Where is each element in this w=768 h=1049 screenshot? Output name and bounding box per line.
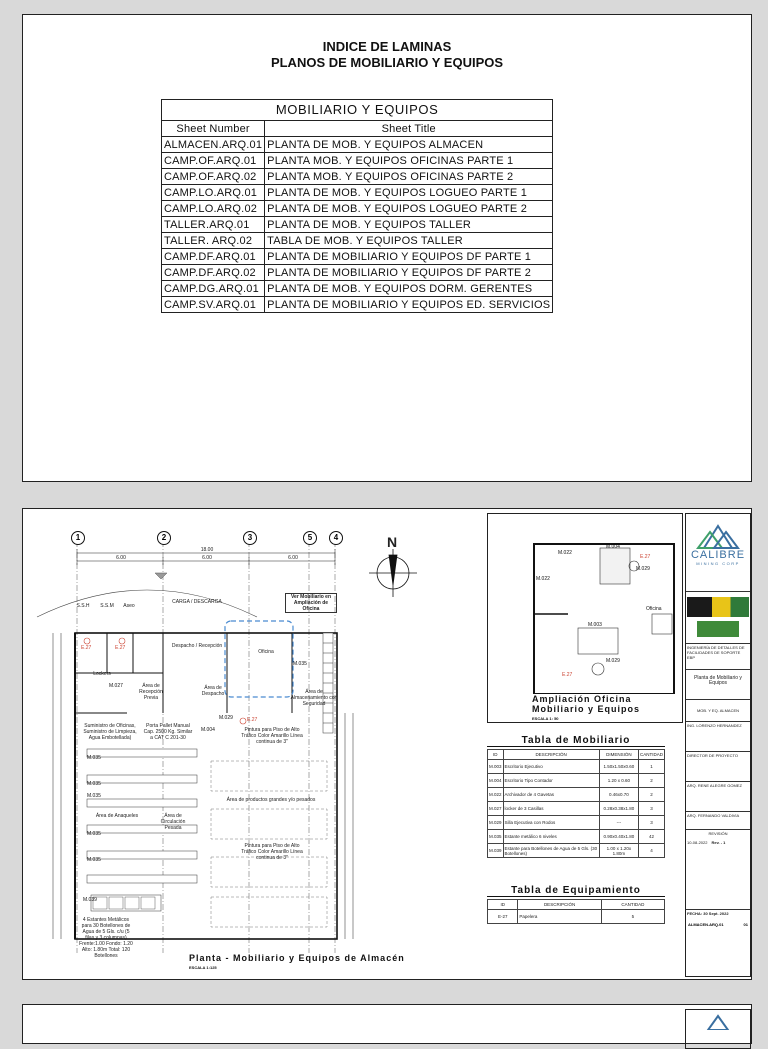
table-cell: E-27: [488, 910, 518, 924]
table-row: [162, 281, 553, 297]
table-cell: 5: [601, 910, 664, 924]
tag-e27-2: E.27: [115, 645, 126, 651]
detail-title-2: Mobiliario y Equipos: [532, 704, 641, 714]
dim-span-3: 6.00: [288, 555, 298, 561]
col-header-sheet-number: Sheet Number: [162, 121, 265, 137]
detail-office: [487, 513, 683, 723]
table-row: [488, 844, 665, 858]
equipamiento-table-title: Tabla de Equipamiento: [487, 885, 665, 897]
sheet-id: ALMACEN.ARQ.01: [688, 922, 724, 927]
sheet-id-row: [686, 922, 750, 927]
dim-span-1: 6.00: [116, 555, 126, 561]
detail-drawing: [488, 514, 684, 694]
table-row: [488, 816, 665, 830]
mobiliario-table-title: Tabla de Mobiliario: [487, 735, 665, 747]
column-header: ID: [488, 900, 518, 910]
tag-m027: M.027: [109, 683, 123, 689]
table-cell: 1.20 x 0.60: [599, 774, 638, 788]
name-4: ARQ. FERNANDO VALDIVIA: [686, 812, 750, 830]
next-sheet-partial: [22, 1004, 752, 1044]
revision-date: 10-08-2022: [687, 840, 708, 845]
detail-tag-m029-1: M.029: [636, 566, 650, 572]
table-row: [488, 802, 665, 816]
sheet-number-cell: TALLER. ARQ.02: [162, 233, 265, 249]
table-cell: 1.00 x 1.20x 1.80m: [599, 844, 638, 858]
table-cell: 1.50x1.50x0.60: [599, 760, 638, 774]
table-cell: ---: [599, 816, 638, 830]
table-cell: 42: [638, 830, 664, 844]
table-cell: 0.46x0.70: [599, 788, 638, 802]
client-logo: [686, 514, 750, 592]
table-cell: Silla Ejecutiva con Rodos: [503, 816, 599, 830]
name-3: ARQ. RENE ALEGRE GOMEZ: [686, 782, 750, 812]
table-row: [162, 265, 553, 281]
table-row: [162, 297, 553, 313]
equipamiento-table-panel: [487, 885, 665, 935]
table-cell: 2: [638, 774, 664, 788]
tag-m035-5: M.035: [87, 857, 101, 863]
label-ver-mobiliario: Ver Mobiliario en Ampliación de Oficina: [285, 593, 337, 613]
table-cell: 2: [638, 788, 664, 802]
grid-bubble-2: 2: [157, 531, 171, 545]
label-almacen-seguridad: Área de Almacenamiento con Seguridad: [290, 689, 338, 707]
sheet-title-cell: TABLA DE MOB. Y EQUIPOS TALLER: [265, 233, 553, 249]
tag-m035-4: M.035: [87, 831, 101, 837]
index-subtitle: PLANOS DE MOBILIARIO Y EQUIPOS: [270, 55, 504, 70]
label-anaqueles: Área de Anaqueles: [95, 813, 139, 819]
floor-plan-drawing: [27, 513, 483, 977]
label-oficina: Oficina: [258, 649, 274, 655]
next-sheet-title-block: [685, 1009, 751, 1049]
sheet-title-cell: PLANTA DE MOB. Y EQUIPOS ALMACEN: [265, 137, 553, 153]
logo-main: CALIBRE: [690, 549, 746, 561]
floor-plan: [27, 513, 483, 977]
sheet-number-cell: CAMP.OF.ARQ.01: [162, 153, 265, 169]
detail-tag-e27-2: E.27: [562, 672, 573, 678]
equipamiento-table: [487, 899, 665, 924]
table-row: [488, 788, 665, 802]
sheet-title-cell: PLANTA DE MOBILIARIO Y EQUIPOS DF PARTE 2: [265, 265, 553, 281]
label-circulacion: Área de Circulación Pesada: [160, 813, 186, 831]
sheet-number: 01: [743, 922, 748, 927]
sheet-title-cell: PLANTA DE MOB. Y EQUIPOS DORM. GERENTES: [265, 281, 553, 297]
table-cell: Estante metálico 6 niveles: [503, 830, 599, 844]
sheet-title-cell: PLANTA MOB. Y EQUIPOS OFICINAS PARTE 1: [265, 153, 553, 169]
detail-tag-e27-1: E.27: [640, 554, 651, 560]
mobiliario-table: [487, 749, 665, 858]
column-header: DESCRIPCIÓN: [518, 900, 601, 910]
sheet-title-cell: PLANTA DE MOBILIARIO Y EQUIPOS ED. SERVICIOS: [265, 297, 553, 313]
table-row: [488, 774, 665, 788]
label-lockers: Lockers: [93, 671, 111, 677]
tag-m035-6: M.035: [293, 661, 307, 667]
table-cell: locker de 3 Casillas: [503, 802, 599, 816]
revision-block: [686, 830, 750, 910]
sheet-number-cell: CAMP.DF.ARQ.01: [162, 249, 265, 265]
mountain-logo-icon: [688, 522, 748, 550]
table-row: [162, 169, 553, 185]
sheet-title-cell: PLANTA DE MOBILIARIO Y EQUIPOS DF PARTE 1: [265, 249, 553, 265]
name-1: ING. LORENZO HERNANDEZ: [686, 722, 750, 752]
column-header: ID: [488, 750, 504, 760]
table-row: [162, 185, 553, 201]
column-header: DESCRIPCIÓN: [503, 750, 599, 760]
sheet-title-cell: PLANTA DE MOB. Y EQUIPOS TALLER: [265, 217, 553, 233]
label-productos-grandes: Área de productos grandes y/o pesados: [226, 797, 316, 803]
sheet-title-cell: PLANTA DE MOB. Y EQUIPOS LOGUEO PARTE 1: [265, 185, 553, 201]
label-pintura-1: Pintura para Piso de Alto Tráfico Color Amarillo Línea continua de 3": [241, 727, 303, 745]
tag-e27-1: E.27: [81, 645, 92, 651]
revision-label: REVISIÓN: [708, 831, 728, 836]
contractor-logo-1: [687, 597, 749, 617]
table-cell: Escritorio Ejecutivo: [503, 760, 599, 774]
tag-m029: M.029: [219, 715, 233, 721]
index-sheet: [22, 14, 752, 482]
mobiliario-table-panel: [487, 735, 665, 855]
label-estantes-agua: 4 Estantes Metálicos para 30 Botellones de Agua de 5 Gls. c/u (5 filas y 3 columnas) Frente:1.00 Fondo: 1.20 Alto: 1.80m Total: 120 Botellones: [79, 917, 133, 959]
table-cell: M.022: [488, 788, 504, 802]
column-header: CANTIDAD: [638, 750, 664, 760]
label-ssh: S.S.H: [76, 603, 90, 609]
column-header: CANTIDAD: [601, 900, 664, 910]
table-row: [488, 910, 665, 924]
name-2: DIRECTOR DE PROYECTO: [686, 752, 750, 782]
table-cell: 0.90x0.40x1.80: [599, 830, 638, 844]
label-aseo: Aseo: [123, 603, 135, 609]
table-row: [162, 137, 553, 153]
sheet-number-cell: CAMP.DF.ARQ.02: [162, 265, 265, 281]
north-label: N: [387, 534, 398, 550]
label-despacho: Despacho / Recepción: [171, 643, 223, 649]
table-row: [488, 830, 665, 844]
tag-m039: M.039: [83, 897, 97, 903]
sheet-title-cell: PLANTA DE MOB. Y EQUIPOS LOGUEO PARTE 2: [265, 201, 553, 217]
tag-m035-2: M.035: [87, 781, 101, 787]
dim-overall: 18.00: [200, 547, 214, 553]
detail-scale: ESCALA 1: 50: [532, 716, 559, 721]
sheet-number-cell: CAMP.SV.ARQ.01: [162, 297, 265, 313]
table-row: [162, 249, 553, 265]
grid-bubble-1: 1: [71, 531, 85, 545]
detail-tag-m029-2: M.029: [606, 658, 620, 664]
detail-tag-m022-1: M.022: [558, 550, 572, 556]
sheet-number-cell: ALMACEN.ARQ.01: [162, 137, 265, 153]
label-area-recepcion: Área de Recepción Previa: [139, 683, 163, 701]
sheet-index-table: [161, 99, 553, 313]
grid-bubble-4: 4: [329, 531, 343, 545]
detail-label-oficina: Oficina: [646, 606, 662, 612]
table-cell: 0.28x0.38x1.80: [599, 802, 638, 816]
contractor-logo-2: [697, 621, 739, 637]
project-name: INGENIERÍA DE DETALLES DE FACILIDADES DE SOPORTE EBP: [686, 644, 750, 670]
sheet-title: Planta de Mobiliario y Equipos: [686, 670, 750, 700]
dim-span-2: 6.00: [202, 555, 212, 561]
tag-m004: M.004: [201, 727, 215, 733]
table-cell: M.003: [488, 760, 504, 774]
label-area-despacho: Área de Despacho: [201, 685, 225, 697]
revision-number: Rev. - 1: [711, 840, 726, 845]
sheet-number-cell: CAMP.OF.ARQ.02: [162, 169, 265, 185]
tag-m035-3: M.035: [87, 793, 101, 799]
table-cell: M.004: [488, 774, 504, 788]
grid-bubble-5: 5: [303, 531, 317, 545]
column-header: DIMENSIÓN: [599, 750, 638, 760]
table-cell: 1: [638, 760, 664, 774]
table-cell: Estante para Botellones de Agua de 5 Gls. (30 Botellones): [503, 844, 599, 858]
col-header-sheet-title: Sheet Title: [265, 121, 553, 137]
tag-e27-3: E.27: [247, 717, 258, 723]
label-porta-pallet: Porta Pallet Manual Cap. 2500 Kg. Similar a CAT C 201-30: [143, 723, 193, 741]
table-cell: 3: [638, 816, 664, 830]
label-carga: CARGA / DESCARGA: [172, 599, 222, 605]
table-caption: MOBILIARIO Y EQUIPOS: [162, 100, 553, 121]
plan-sheet: [22, 508, 752, 980]
date-label: FECHA: 30 Sept. 2022: [687, 911, 729, 916]
contractor-logos: [686, 592, 750, 644]
tag-m035-1: M.035: [87, 755, 101, 761]
table-cell: Archivador de 4 Gavetas: [503, 788, 599, 802]
table-cell: M.039: [488, 844, 504, 858]
sheet-number-cell: TALLER.ARQ.01: [162, 217, 265, 233]
table-cell: Papelera: [518, 910, 601, 924]
table-row: [162, 153, 553, 169]
table-cell: M.027: [488, 802, 504, 816]
table-row: [162, 217, 553, 233]
sheet-number-cell: CAMP.LO.ARQ.01: [162, 185, 265, 201]
table-row: [162, 201, 553, 217]
label-pintura-2: Pintura para Piso de Alto Tráfico Color Amarillo Línea continua de 3": [241, 843, 303, 861]
mountain-logo-icon: [688, 1014, 748, 1030]
sheet-number-cell: CAMP.DG.ARQ.01: [162, 281, 265, 297]
sheet-title-cell: PLANTA MOB. Y EQUIPOS OFICINAS PARTE 2: [265, 169, 553, 185]
grid-bubble-3: 3: [243, 531, 257, 545]
sheet-number-cell: CAMP.LO.ARQ.02: [162, 201, 265, 217]
file-name: MOB. Y EQ. ALMACEN: [686, 700, 750, 722]
table-row: [488, 760, 665, 774]
table-cell: M.035: [488, 830, 504, 844]
table-cell: M.029: [488, 816, 504, 830]
logo-sub: MINING CORP: [696, 561, 740, 566]
index-title: INDICE DE LAMINAS: [322, 39, 452, 54]
detail-tag-m004: M.004: [606, 544, 620, 550]
title-block: [685, 513, 751, 977]
plan-title: Planta - Mobiliario y Equipos de Almacén: [189, 953, 405, 963]
plan-scale: ESCALA 1:125: [189, 965, 217, 970]
detail-tag-m022-2: M.022: [536, 576, 550, 582]
label-ssm: S.S.M: [100, 603, 114, 609]
table-cell: 3: [638, 802, 664, 816]
table-cell: Escritorio Tipo Contador: [503, 774, 599, 788]
detail-title-1: Ampliación Oficina: [532, 694, 632, 704]
detail-tag-m003: M.003: [588, 622, 602, 628]
label-suministro: Suministro de Oficinas, Suministro de Limpieza, Agua Embotellada): [83, 723, 137, 741]
table-cell: 4: [638, 844, 664, 858]
table-row: [162, 233, 553, 249]
